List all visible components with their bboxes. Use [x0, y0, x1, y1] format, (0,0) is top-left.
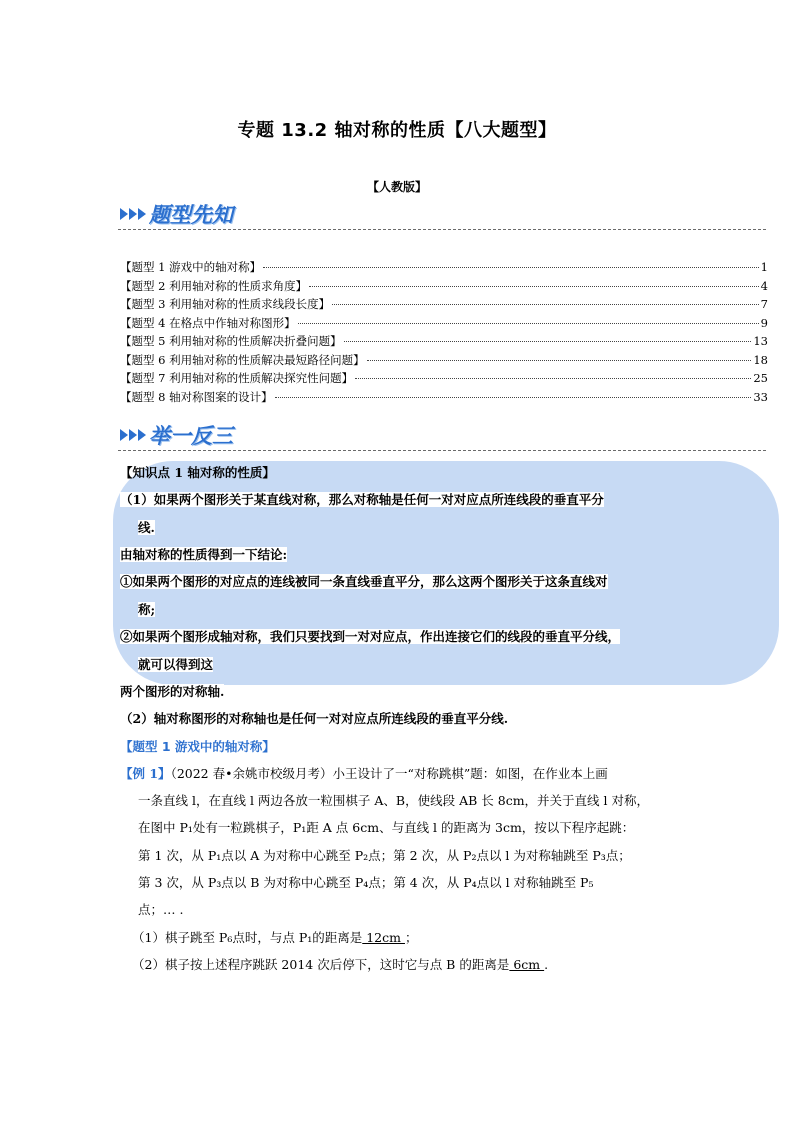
banner-title: 举一反三 [149, 424, 233, 448]
knowledge-text: 称; [138, 602, 156, 617]
toc-item[interactable]: 【题型 7 利用轴对称的性质解决探究性问题】 25 [120, 371, 768, 385]
triple-arrow-icon [120, 429, 146, 441]
knowledge-text: 两个图形的对称轴. [120, 684, 225, 699]
section-banner-practice [120, 420, 233, 450]
question-2: （2）棋子按上述程序跳跃 2014 次后停下，这时它与点 B 的距离是 6cm . [132, 957, 549, 972]
knowledge-text: ②如果两个图形成轴对称，我们只要找到一对对应点，作出连接它们的线段的垂直平分线， [120, 629, 621, 644]
example-line: 第 1 次，从 P₁点以 A 为对称中心跳至 P₂点；第 2 次，从 P₂点以 l 为对称轴跳至 P₃点； [138, 848, 631, 863]
type1-heading: 【题型 1 游戏中的轴对称】 [120, 739, 275, 754]
toc-item[interactable]: 【题型 4 在格点中作轴对称图形】 9 [120, 315, 768, 330]
toc-item[interactable]: 【题型 1 游戏中的轴对称】 1 [120, 260, 768, 274]
knowledge-text: （1）如果两个图形关于某直线对称，那么对称轴是任何一对对应点所连线段的垂直平分 [120, 492, 604, 507]
triple-arrow-icon [120, 208, 146, 220]
divider [118, 450, 766, 451]
toc-item[interactable]: 【题型 2 利用轴对称的性质求角度】 4 [120, 278, 768, 293]
knowledge-text: 线. [138, 520, 155, 535]
example-line: 第 3 次，从 P₃点以 B 为对称中心跳至 P₄点；第 4 次，从 P₄点以 l 对称轴跳至 P₅ [138, 875, 594, 890]
table-of-contents [120, 259, 768, 407]
toc-item[interactable]: 【题型 6 利用轴对称的性质解决最短路径问题】 18 [120, 352, 768, 367]
example-line: 一条直线 l，在直线 l 两边各放一粒围棋子 A、B，使线段 AB 长 8cm，并关于直线 l 对称， [138, 793, 649, 808]
knowledge-text: （2）轴对称图形的对称轴也是任何一对对应点所连线段的垂直平分线. [120, 711, 509, 726]
example-line: 在图中 P₁处有一粒跳棋子，P₁距 A 点 6cm、与直线 l 的距离为 3cm，按以下程序起跳： [138, 820, 635, 835]
knowledge-text: ①如果两个图形的对应点的连线被同一条直线垂直平分，那么这两个图形关于这条直线对 [120, 574, 608, 589]
toc-item[interactable]: 【题型 5 利用轴对称的性质解决折叠问题】 13 [120, 334, 768, 348]
answer-blank: 12cm [362, 930, 405, 945]
banner-title: 题型先知 [149, 203, 233, 227]
knowledge-text: 由轴对称的性质得到一下结论: [120, 547, 288, 562]
knowledge-title: 【知识点 1 轴对称的性质】 [120, 465, 275, 480]
example-line: 【例 1】（2022 春•余姚市校级月考）小王设计了一“对称跳棋”题：如图，在作业本上画 [120, 766, 608, 781]
toc-item[interactable]: 【题型 8 轴对称图案的设计】 33 [120, 389, 768, 404]
example-line: 点；… . [138, 902, 184, 917]
page-title: 专题 13.2 轴对称的性质【八大题型】 [237, 120, 557, 141]
answer-blank: 6cm [509, 957, 545, 972]
section-banner-preview [120, 199, 233, 229]
divider [118, 229, 766, 230]
toc-item[interactable]: 【题型 3 利用轴对称的性质求线段长度】 7 [120, 297, 768, 311]
knowledge-text: 就可以得到这 [138, 657, 214, 672]
edition-label: 【人教版】 [366, 180, 427, 194]
question-1: （1）棋子跳至 P₆点时，与点 P₁的距离是 12cm ； [132, 930, 418, 945]
